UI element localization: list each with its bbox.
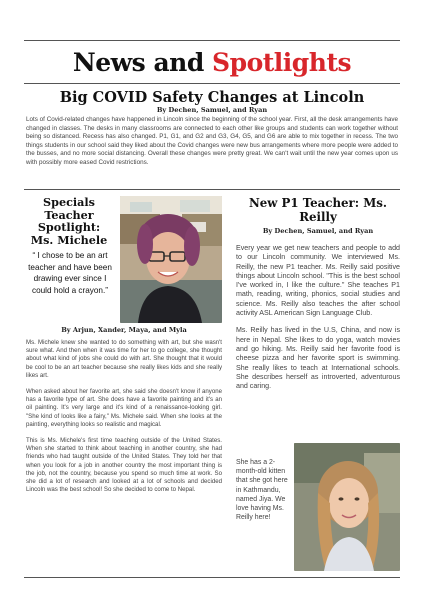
- new-teacher-paragraph: Ms. Reilly has lived in the U.S, China, and now is here in Nepal. She likes to do yoga, watch movies and go hiking. Ms. Reilly said her favorite food is cheese pizza and her favorite sport is swimming. She really likes to teach at International schools. She describes herself as introverted, adventurous and caring.: [236, 326, 400, 391]
- ms-reilly-photo: [294, 443, 400, 571]
- masthead-title-part1: News and: [72, 48, 204, 77]
- masthead-rule: [24, 83, 400, 84]
- new-teacher-byline: By Dechen, Samuel, and Ryan: [262, 227, 374, 235]
- ms-michele-photo: [120, 196, 222, 323]
- spotlight-paragraph: This is Ms. Michele's first time teaching outside of the United States. When she started to think about teaching in another country, she had friends who had taught outside of the United States. They told her that when you look for a job in another country the most important thing is the job, not the country, because you spend so much time at work. So she did a lot of research and looked at a lot of schools and decided Lincoln was the best school! So she decided to come to Nepal.: [26, 437, 222, 494]
- top-rule: [24, 40, 400, 41]
- new-teacher-section: [236, 196, 400, 522]
- spotlight-paragraph: Ms. Michele knew she wanted to do something with art, but she wasn't sure what. And then when it was time for her to go college, she thought about what kind of jobs she could do with art. She thought that it would be cool to be an art teacher because she really likes kids and she really likes art.: [26, 339, 222, 379]
- new-teacher-body: [236, 244, 400, 391]
- new-teacher-heading: New P1 Teacher: Ms. Reilly: [248, 196, 388, 224]
- masthead-title: [0, 48, 424, 77]
- kitten-note: She has a 2-month-old kitten that she got here in Kathmandu, named Jiya. We love having Ms. Reilly here!: [236, 459, 288, 522]
- spotlight-paragraph: When asked about her favorite art, she said she doesn't know if anyone has a favorite type of art. She does have a favorite painting and it's an oil painting. It's very large and it's kind of a renaissance-looking girl. "She kind of looks like a fairy," Ms. Michele said. When she looks at the painting, everything looks so realistic and magical.: [26, 388, 222, 428]
- section-rule: [24, 189, 400, 190]
- spotlight-heading: Specials Teacher Spotlight: Ms. Michele: [30, 195, 108, 247]
- lead-body: Lots of Covid-related changes have happened in Lincoln since the beginning of the school year. First, all the desk arrangements have changed in classes. The desks in many classrooms are connected to each other like groups and students can work together without being so distanced. Recess has also changed. P1, G1, and G2 and G3, G4, G5, and G6 are able to mix together in recess. The two things students in our school said they liked about the Covid changes were new bus arrangements where more people were added to the busses, and no more social distancing. Overall these changes were pretty great. We can't wait until the new year comes upon us with possibly more eased Covid restrictions.: [26, 116, 398, 166]
- lead-byline: By Dechen, Samuel, and Ryan: [156, 106, 268, 114]
- new-teacher-paragraph: Every year we get new teachers and people to add to our Lincoln community. We interviewed Ms. Reilly, the new P1 teacher. Ms. Reilly said positive things about Lincoln school. "This is the best school I've worked in, I like the culture." She teaches P1 math, reading, writing, phonics, social studies and science. Ms. Reilly also teaches the after school activity ASL American Sign Language Club.: [236, 244, 400, 318]
- spotlight-byline: By Arjun, Xander, Maya, and Myla: [61, 326, 187, 334]
- spotlight-body: [26, 339, 222, 502]
- lead-headline: Big COVID Safety Changes at Lincoln: [59, 89, 365, 106]
- bottom-rule: [24, 577, 400, 578]
- spotlight-quote: “ I chose to be an art teacher and have been drawing ever since I could hold a crayon.”: [28, 251, 112, 295]
- masthead-title-part2: Spotlights: [212, 48, 352, 77]
